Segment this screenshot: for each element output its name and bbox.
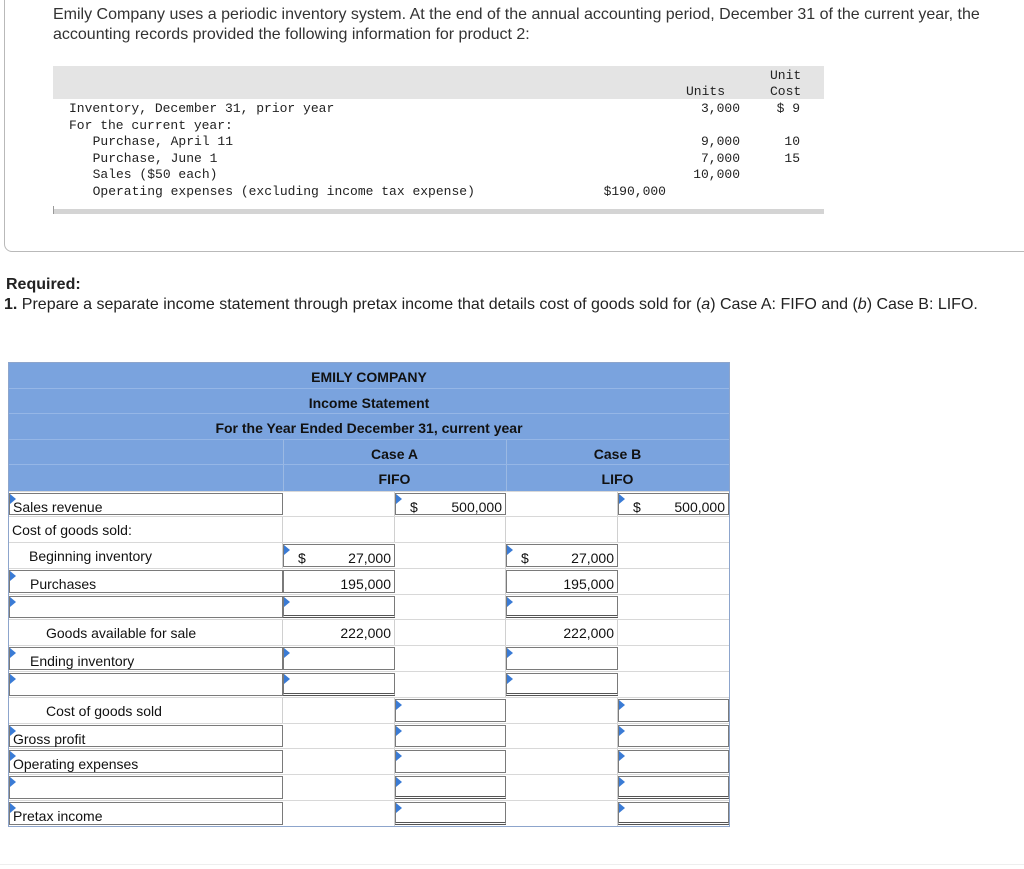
required-number: 1. (4, 296, 18, 313)
input-flag-icon (396, 726, 402, 736)
given-row-label: Purchase, April 11 (77, 134, 234, 149)
operating-expenses-label-field[interactable] (9, 750, 283, 773)
row-cost-of-goods-sold (9, 697, 729, 723)
given-row-amount: $190,000 (603, 184, 666, 199)
required-text-part: ) Case A: FIFO and ( (710, 296, 858, 313)
empty-cell (506, 724, 618, 749)
row-label: Operating expenses (13, 756, 139, 773)
input-flag-icon (619, 777, 625, 787)
case-a-sales-currency[interactable] (395, 493, 506, 516)
empty-cell (618, 620, 729, 645)
input-flag-icon (10, 597, 16, 607)
statement-period: For the Year Ended December 31, current year (215, 420, 523, 436)
input-flag-icon (619, 700, 625, 710)
input-flag-icon (284, 597, 290, 607)
empty-cell (618, 543, 729, 568)
row-label: Cost of goods sold (46, 702, 162, 719)
case-b-blank-field[interactable] (506, 596, 618, 619)
empty-cell (395, 569, 506, 594)
given-row-label: For the current year: (69, 118, 233, 133)
input-flag-icon (10, 648, 16, 658)
case-b-pretax-income-field[interactable] (618, 802, 729, 825)
cell-value: 195,000 (563, 575, 614, 592)
pretax-income-label-field[interactable] (9, 802, 283, 825)
given-row-label: Operating expenses (excluding income tax expense) (77, 184, 475, 199)
company-name: EMILY COMPANY (311, 369, 427, 385)
currency-symbol: $ (298, 550, 306, 567)
case-b-blank-field[interactable] (618, 776, 729, 799)
row-label: Gross profit (13, 730, 86, 747)
row-label: Pretax income (13, 808, 103, 825)
required-text-part: Prepare a separate income statement through pretax income that details cost of goods sold for ( (17, 296, 702, 313)
blank-label-field[interactable] (9, 673, 283, 696)
input-flag-icon (396, 777, 402, 787)
row-blank-entry-3 (9, 774, 729, 800)
empty-cell (395, 595, 506, 620)
input-flag-icon (507, 597, 513, 607)
case-a-blank-field[interactable] (283, 673, 395, 696)
case-a-heading: Case A (371, 445, 418, 462)
row-label: Cost of goods sold: (12, 522, 132, 539)
input-flag-icon (396, 751, 402, 761)
input-flag-icon (396, 700, 402, 710)
units-header: Units (686, 84, 726, 99)
empty-cell (618, 569, 729, 594)
required-letter: a (701, 296, 711, 313)
income-statement-grid (8, 362, 730, 827)
empty-cell (618, 517, 729, 542)
header-row-company (9, 363, 729, 389)
row-blank-entry-2 (9, 671, 729, 697)
cell-value: 222,000 (563, 625, 614, 642)
case-a-operating-expenses-field[interactable] (395, 750, 506, 773)
cell-value: 195,000 (340, 575, 391, 592)
input-flag-icon (507, 648, 513, 658)
required-letter: b (857, 296, 867, 313)
empty-cell (618, 672, 729, 697)
currency-symbol: $ (410, 498, 418, 515)
header-row-method (9, 465, 729, 491)
cell-value: 222,000 (340, 625, 391, 642)
row-label: Goods available for sale (46, 625, 197, 642)
input-flag-icon (396, 494, 402, 504)
empty-cell (283, 698, 395, 723)
purchases-label-field[interactable] (9, 570, 283, 593)
input-flag-icon (619, 751, 625, 761)
given-row-units: 9,000 (700, 134, 740, 149)
required-instruction (4, 295, 1019, 315)
empty-cell (618, 646, 729, 671)
input-flag-icon (507, 545, 513, 555)
case-b-heading: Case B (593, 445, 642, 462)
empty-cell (506, 492, 618, 517)
row-ending-inventory (9, 645, 729, 671)
empty-cell (395, 620, 506, 645)
input-flag-icon (619, 726, 625, 736)
header-row-period (9, 414, 729, 440)
problem-intro: Emily Company uses a periodic inventory system. At the end of the annual accounting period, December 31 of the current year, the accounting records provided the following information for product 2: (53, 6, 980, 43)
case-a-ending-inventory-field[interactable] (283, 647, 395, 670)
case-a-gross-profit-field[interactable] (395, 725, 506, 748)
row-label: Sales revenue (13, 498, 103, 515)
unit-cost-header-2: Cost (770, 84, 802, 99)
sales-revenue-label-field[interactable] (9, 493, 283, 516)
case-a-purchases-field[interactable] (283, 570, 395, 593)
currency-symbol: $ (521, 550, 529, 567)
case-b-operating-expenses-field[interactable] (618, 750, 729, 773)
case-b-cogs-field[interactable] (618, 699, 729, 722)
statement-title: Income Statement (308, 394, 430, 411)
case-b-method: LIFO (601, 471, 634, 487)
given-row-label: Inventory, December 31, prior year (69, 101, 335, 116)
input-flag-icon (284, 545, 290, 555)
case-a-beginning-inventory-field[interactable] (283, 544, 395, 567)
row-sales-revenue (9, 491, 729, 517)
ending-inventory-label-field[interactable] (9, 647, 283, 670)
unit-cost-header-1: Unit (770, 68, 802, 83)
gross-profit-label-field[interactable] (9, 725, 283, 748)
value-cell (506, 620, 618, 645)
cell-value: 27,000 (571, 550, 614, 567)
case-a-blank-field[interactable] (395, 776, 506, 799)
empty-cell (395, 672, 506, 697)
input-flag-icon (284, 674, 290, 684)
case-b-purchases-field[interactable] (506, 570, 618, 593)
empty-cell (283, 517, 395, 542)
label-cell (9, 620, 283, 645)
label-cell (9, 698, 283, 723)
empty-cell (395, 517, 506, 542)
empty-cell (506, 749, 618, 774)
required-heading: Required: (6, 276, 81, 293)
empty-cell (506, 517, 618, 542)
input-flag-icon (507, 674, 513, 684)
row-operating-expenses (9, 748, 729, 774)
empty-cell (506, 801, 618, 826)
empty-cell (395, 543, 506, 568)
empty-cell (506, 698, 618, 723)
input-flag-icon (10, 571, 16, 581)
given-row-cost: 15 (784, 151, 800, 166)
empty-cell (283, 775, 395, 800)
given-row-units: 7,000 (700, 151, 740, 166)
empty-cell (283, 492, 395, 517)
page-divider (0, 864, 1024, 865)
label-cell (9, 517, 283, 542)
empty-cell (283, 801, 395, 826)
case-b-beginning-inventory-field[interactable] (506, 544, 618, 567)
table-edge (53, 206, 54, 214)
row-goods-available (9, 619, 729, 645)
empty-cell (618, 595, 729, 620)
blank-label-field[interactable] (9, 596, 283, 619)
currency-symbol: $ (633, 498, 641, 515)
empty-cell (283, 724, 395, 749)
input-flag-icon (284, 648, 290, 658)
row-blank-entry (9, 594, 729, 620)
row-pretax-income (9, 800, 729, 826)
required-text-part: ) Case B: LIFO. (866, 296, 978, 313)
label-cell (9, 543, 283, 568)
row-cogs-heading (9, 516, 729, 542)
row-label: Beginning inventory (29, 548, 152, 565)
given-row-label: Purchase, June 1 (77, 151, 218, 166)
cell-value: 27,000 (348, 550, 391, 567)
value-cell (283, 620, 395, 645)
cell-value: 500,000 (451, 498, 502, 515)
empty-cell (506, 775, 618, 800)
case-b-gross-profit-field[interactable] (618, 725, 729, 748)
case-b-ending-inventory-field[interactable] (506, 647, 618, 670)
row-gross-profit (9, 723, 729, 749)
case-a-cogs-field[interactable] (395, 699, 506, 722)
row-label: Purchases (30, 575, 97, 592)
empty-cell (283, 749, 395, 774)
blank-label-field[interactable] (9, 776, 283, 799)
case-b-sales-currency[interactable] (618, 493, 729, 516)
case-a-blank-field[interactable] (283, 596, 395, 619)
case-b-blank-field[interactable] (506, 673, 618, 696)
input-flag-icon (10, 674, 16, 684)
empty-cell (395, 646, 506, 671)
case-a-pretax-income-field[interactable] (395, 802, 506, 825)
row-beginning-inventory (9, 542, 729, 568)
given-row-cost: $ 9 (776, 101, 800, 116)
case-a-method: FIFO (378, 471, 411, 487)
row-purchases (9, 568, 729, 594)
given-row-cost: 10 (784, 134, 800, 149)
header-row-case (9, 440, 729, 466)
input-flag-icon (619, 494, 625, 504)
row-label: Ending inventory (30, 653, 135, 670)
given-data-table (53, 66, 824, 214)
input-flag-icon (10, 777, 16, 787)
given-row-label: Sales ($50 each) (77, 167, 218, 182)
cell-value: 500,000 (674, 498, 725, 515)
given-row-units: 3,000 (700, 101, 740, 116)
input-flag-icon (396, 803, 402, 813)
input-flag-icon (619, 803, 625, 813)
header-row-title (9, 389, 729, 415)
given-row-units: 10,000 (693, 167, 740, 182)
